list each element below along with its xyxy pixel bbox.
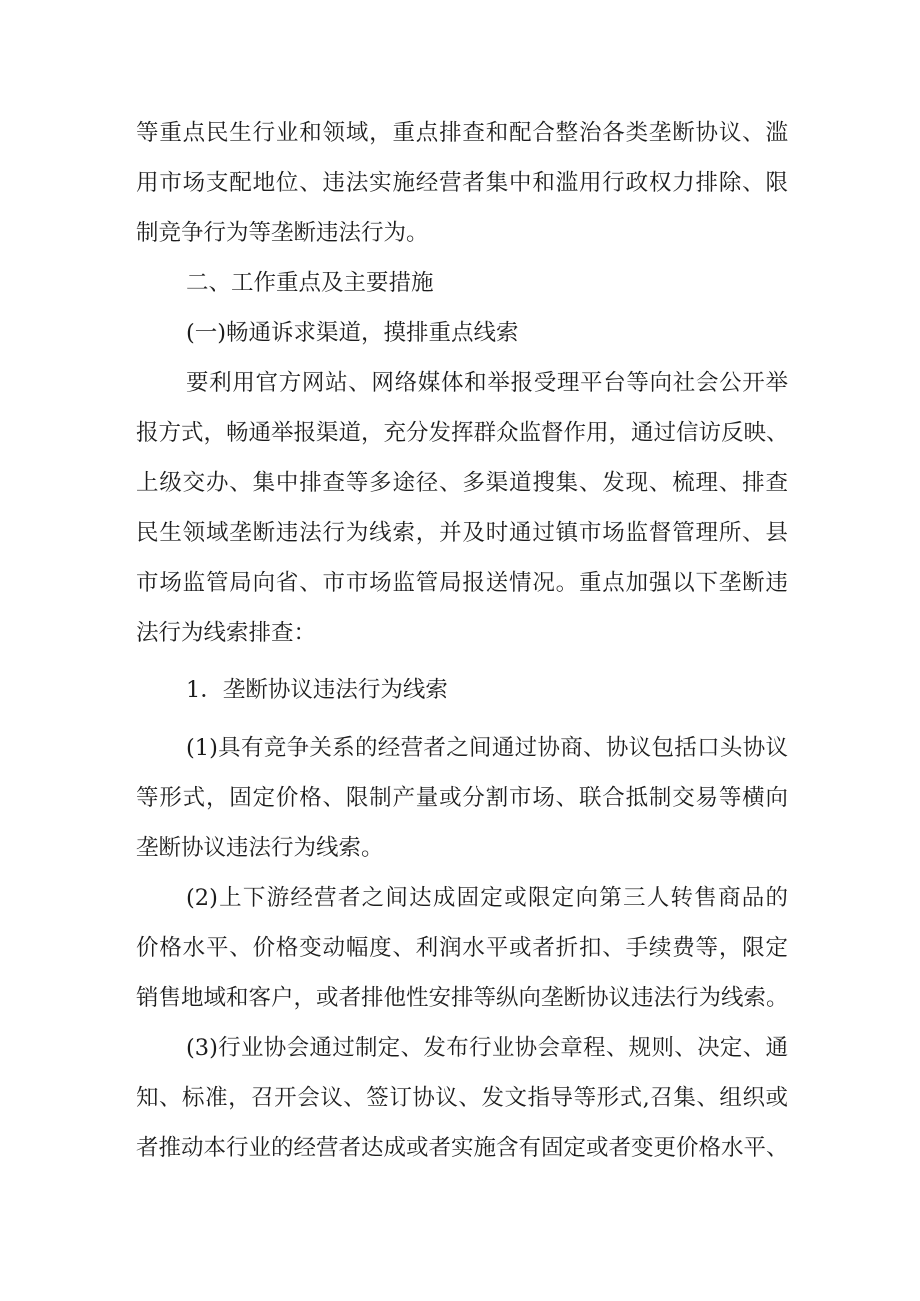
body-text-line: (2)上下游经营者之间达成固定或限定向第三人转售商品的 <box>186 885 788 911</box>
body-text-line: 报方式，畅通举报渠道，充分发挥群众监督作用，通过信访反映、 <box>136 420 789 446</box>
body-text-line: 价格水平、价格变动幅度、利润水平或者折扣、手续费等，限定 <box>136 935 788 961</box>
body-text-line: 制竞争行为等垄断违法行为。 <box>136 220 429 246</box>
body-text-line: 等形式，固定价格、限制产量或分割市场、联合抵制交易等横向 <box>136 785 788 811</box>
subsection-heading: (一)畅通诉求渠道，摸排重点线索 <box>186 320 519 346</box>
body-text-line: 知、标准，召开会议、签订协议、发文指导等形式,召集、组织或 <box>136 1085 788 1111</box>
body-text-line: 用市场支配地位、违法实施经营者集中和滥用行政权力排除、限 <box>136 170 788 196</box>
section-heading: 二、工作重点及主要措施 <box>186 270 434 296</box>
body-text-line: (3)行业协会通过制定、发布行业协会章程、规则、决定、通 <box>186 1035 788 1061</box>
list-item-heading: 1．垄断协议违法行为线索 <box>186 677 448 703</box>
body-text-line: (1)具有竞争关系的经营者之间通过协商、协议包括口头协议 <box>186 735 788 761</box>
body-text-line: 民生领域垄断违法行为线索，并及时通过镇市场监督管理所、县 <box>136 520 788 546</box>
body-text-line: 者推动本行业的经营者达成或者实施含有固定或者变更价格水平、 <box>136 1135 789 1161</box>
body-text-line: 垄断协议违法行为线索。 <box>136 835 384 861</box>
body-text-line: 市场监管局向省、市市场监管局报送情况。重点加强以下垄断违 <box>136 570 788 596</box>
body-text-line: 要利用官方网站、网络媒体和举报受理平台等向社会公开举 <box>186 370 788 396</box>
body-text-line: 销售地域和客户，或者排他性安排等纵向垄断协议违法行为线索。 <box>136 985 789 1011</box>
body-text-line: 法行为线索排查： <box>136 620 317 646</box>
body-text-line: 上级交办、集中排查等多途径、多渠道搜集、发现、梳理、排查 <box>136 470 788 496</box>
body-text-line: 等重点民生行业和领域，重点排查和配合整治各类垄断协议、滥 <box>136 120 788 146</box>
